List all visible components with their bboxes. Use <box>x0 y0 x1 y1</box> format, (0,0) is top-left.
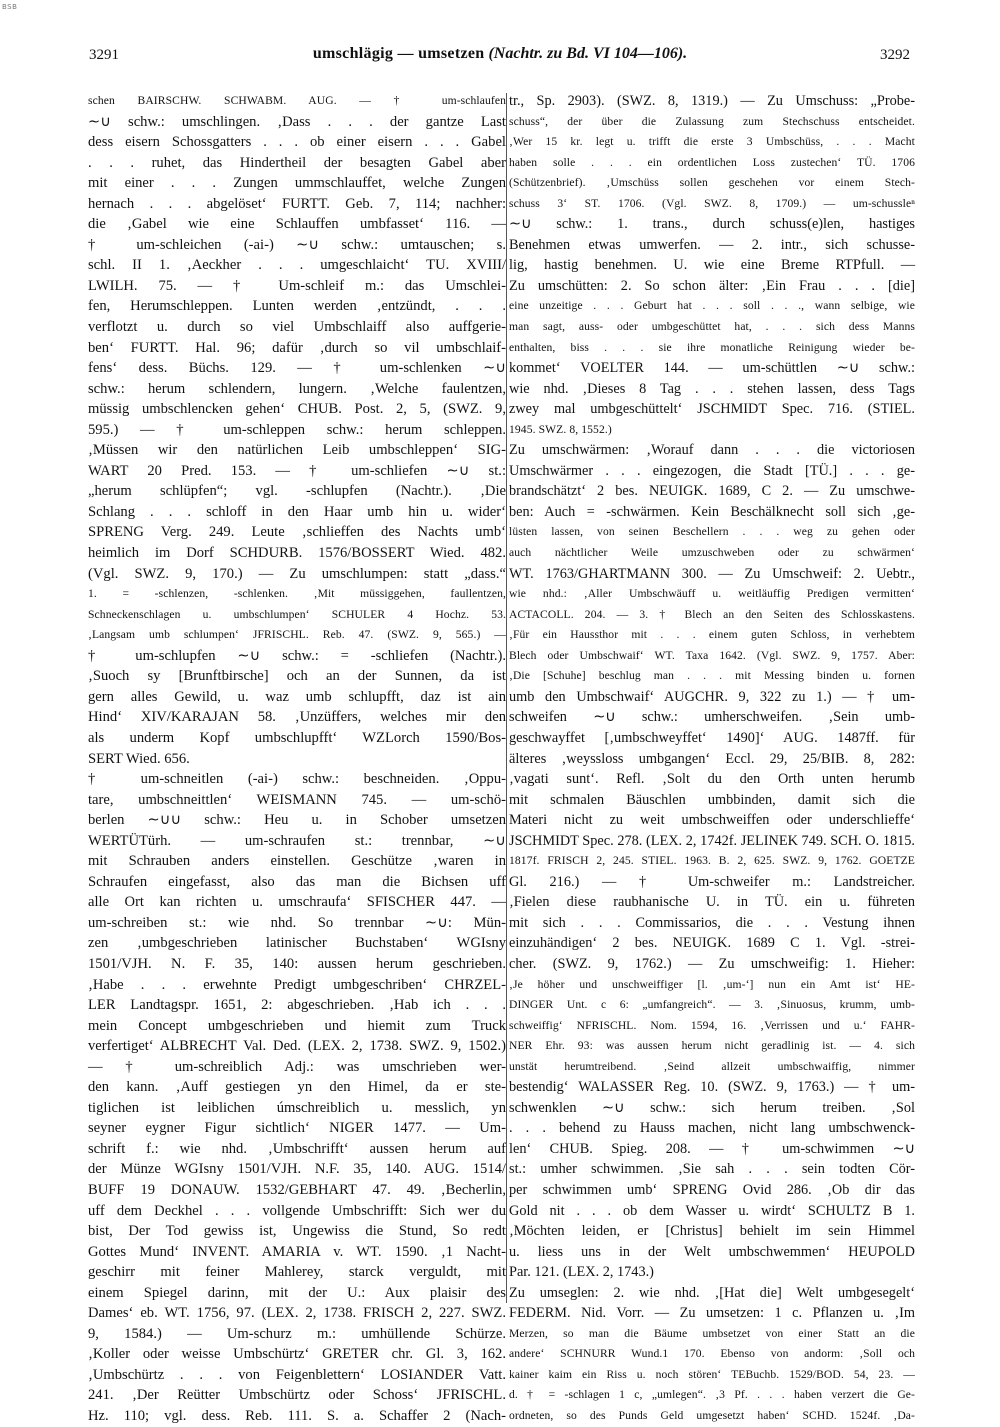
text-line: Par. 121. (LEX. 2, 1743.) <box>509 1264 654 1281</box>
text-line: ‚Suoch sy [Brunftbirsche] och an der Sunnen, da ist <box>88 668 506 685</box>
text-line: uff dem Deckhel . . . vollgende Umbschrifft: Sich wer du <box>88 1202 506 1219</box>
text-line: lig, hastig benehmen. U. wie eine Breme RTPfull. — <box>509 257 915 274</box>
text-line: bist, Der Tod gewiss ist, Ungewiss die Stund, So redt <box>88 1223 506 1240</box>
text-line: . . . behend zu Hauss machen, nicht lang umbschwenck- <box>509 1120 915 1137</box>
text-line: ‚Fielen diese raubhanische U. in TÜ. ein u. führeten <box>509 894 915 911</box>
text-line: † um-schleichen (-ai-) ∼∪ schw.: umtauschen; s. <box>88 236 506 253</box>
text-line: ‚Wer 15 kr. legt u. trifft die erste 3 Umbschüss, . . . Macht <box>509 135 915 149</box>
text-line: WT. 1763/GHARTMANN 300. — Zu Umschweif: 2. Uebtr., <box>509 565 915 582</box>
text-line: len‘ CHUB. Spieg. 208. — † um-schwimmen ∼∪ <box>509 1140 915 1157</box>
text-line: Schneckenschlagen u. umbschlumpen‘ SCHULER 4 Hochz. 53. <box>88 607 506 621</box>
text-line: fen, Herumschleppen. Lunten werden ‚entzündt, . . . <box>88 298 506 315</box>
page-number-right: 3292 <box>880 47 910 63</box>
text-line: andere‘ SCHNURR Wund.1 170. Ebenso von andorm: ‚Soll och <box>509 1347 915 1361</box>
text-line: NER Ehr. 93: was aussen herum nicht geradlinig ist. — 4. sich <box>509 1039 915 1053</box>
text-line: LWILH. 75. — † Um-schleif m.: das Umschlei- <box>88 277 506 294</box>
text-column-left <box>88 91 506 1424</box>
text-line: Zu umschwärmen: ‚Worauf dann . . . die victoriosen <box>509 442 915 459</box>
text-line: Dames‘ eb. WT. 1756, 97. (LEX. 2, 1738. FRISCH 2, 227. SWZ. <box>88 1305 506 1322</box>
text-line: hernach . . . abgelöset‘ FURTT. Geb. 7, 114; nachher: <box>88 195 506 212</box>
text-line: schweiffig‘ NFRISCHL. Nom. 1594, 16. ‚Verrissen und u.‘ FAHR- <box>509 1018 915 1032</box>
text-line: Benehmen etwas umwerfen. — 2. intr., sich schusse- <box>509 236 915 253</box>
text-line: . . . ruhet, das Hindertheil der besagten Gabel aber <box>88 154 506 171</box>
text-line: mit sich . . . Commissarios, die . . . Vestung ihnen <box>509 914 915 931</box>
text-line: † um-schlupfen ∼∪ schw.: = -schliefen (Nachtr.). <box>88 647 506 664</box>
text-line: Schraufen eingefasst, also das man die Bichsen uff <box>88 873 506 890</box>
text-line: ben: Auch = -schwärmen. Kein Beschälknecht soll sich ‚ge- <box>509 503 915 520</box>
text-line: tr., Sp. 2903). (SWZ. 8, 1319.) — Zu Umschuss: „Probe- <box>509 93 915 109</box>
text-line: auch nächtlicher Weile umzuschweben oder zu schwärmen‘ <box>509 546 915 560</box>
text-line: Gl. 216.) — † Um-schweifer m.: Landstreicher. <box>509 873 915 890</box>
text-line: Hz. 110; vgl. dess. Reb. 111. S. a. Schaffer 2 (Nach- <box>88 1408 506 1424</box>
text-line: zen ‚umbgeschrieben latinischer Buchstaben‘ WGIsny <box>88 935 506 952</box>
text-line: lüsten lassen, von seinen Beschellern . . . weg zu gehen oder <box>509 525 915 539</box>
text-line: brandschätzt‘ 2 bes. NEUIGK. 1689, C 2. — Zu umschwe- <box>509 483 915 500</box>
text-line: ‚Koller oder weisse Umbschürtz‘ GRETER chr. Gl. 3, 162. <box>88 1346 506 1363</box>
text-line: fens‘ dess. Büchs. 129. — † um-schlenken ∼∪ <box>88 360 506 377</box>
running-header <box>250 45 750 63</box>
text-line: man sagt, auss- oder umbgeschüttet hat, . . . sich dess Manns <box>509 320 915 334</box>
text-line: Gold nit . . . ob dem Wasser u. wirdt‘ SCHULTZ B 1. <box>509 1202 915 1219</box>
text-line: ACTACOLL. 204. — 3. † Blech an den Seiten des Schlosskastens. <box>509 607 915 621</box>
text-line: ‚Langsam umb schlumpen‘ JFRISCHL. Reb. 47. (SWZ. 9, 565.) — <box>88 628 506 642</box>
text-line: Umschwärmer . . . eingezogen, die Stadt [TÜ.] . . . ge- <box>509 462 915 479</box>
text-line: schl. II 1. ‚Aeckher . . . umgeschlaicht‘ TU. XVIII/ <box>88 257 506 274</box>
text-line: Gottes Mund‘ INVENT. AMARIA v. WT. 1590. ‚1 Nacht- <box>88 1243 506 1260</box>
text-line: JSCHMIDT Spec. 278. (LEX. 2, 1742f. JELINEK 749. SCH. O. 1815. <box>509 832 915 849</box>
text-column-right <box>509 91 915 1422</box>
text-line: mit schmalen Bäuschlen umbbinden, damit sich die <box>509 791 915 808</box>
running-header-reference: (Nachtr. zu Bd. VI 104—106). <box>488 45 688 62</box>
text-line: SPRENG Verg. 249. Leute ‚schlieffen des Nachts umb‘ <box>88 524 506 541</box>
text-line: geschwayffet [‚umbschweyffet‘ 1490]‘ AUG. 1487ff. für <box>509 729 915 746</box>
text-line: Zu umseglen: 2. wie nhd. ‚[Hat die] Welt umbgesegelt‘ <box>509 1284 915 1301</box>
text-line: 1501/VJH. N. F. 35, 140: aussen herum geschrieben. <box>88 955 506 972</box>
text-line: kainer kaim ein Riss u. noch stören‘ TEBuchb. 1529/BOD. 54, 23. — <box>509 1367 915 1381</box>
text-line: älteres ‚weyssloss umbgangen‘ Eccl. 29, 25/BIB. 8, 282: <box>509 750 915 767</box>
text-line: 241. ‚Der Reütter Umbschürtz oder Schoss‘ JFRISCHL. <box>88 1387 506 1404</box>
text-line: verfertiget‘ ALBRECHT Val. Ded. (LEX. 2, 1738. SWZ. 9, 1502.) <box>88 1038 506 1055</box>
text-line: Materi nicht zu weit umbschweiffen oder underschlieffe‘ <box>509 812 915 829</box>
text-line: „herum schlüpfen“; vgl. -schlupfen (Nachtr.). ‚Die <box>88 483 506 500</box>
text-line: cher. (SWZ. 9, 1762.) — Zu umschweifig: 1. Hieher: <box>509 955 915 972</box>
text-line: unstät herumtreibend. ‚Seind allzeit umbschwaiffig, nimmer <box>509 1059 915 1073</box>
text-line: LER Landtagspr. 1651, 2: abgeschrieben. ‚Hab ich . . . <box>88 997 506 1014</box>
text-line: per schwimmen umb‘ SPRENG Ovid 286. ‚Ob dir das <box>509 1181 915 1198</box>
text-line: ‚vagati sunt‘. Refl. ‚Solt du den Orth unten herumb <box>509 771 915 788</box>
text-line: ‚Je höher und unschweiffiger [l. ‚um-‘] nun ein Amt ist‘ HE- <box>509 977 915 991</box>
text-line: berlen ∼∪∪ schw.: Heu u. in Schober umsetzen <box>88 812 506 829</box>
library-watermark: BSB <box>2 3 18 11</box>
text-line: tiglichen ist leiblichen úmschreiblich u. messlich, yn <box>88 1099 506 1116</box>
text-line: einem Spiegel darinn, mit der U.: Aux plaisir des <box>88 1284 506 1301</box>
text-line: geschirr mit feiner Mahlerey, starck verguldt, mit <box>88 1264 506 1281</box>
text-line: Schlang . . . schloff in den Haar umb hin u. wider‘ <box>88 503 506 520</box>
text-line: u. liess uns in der Welt umbschwemmen‘ HEUPOLD <box>509 1243 915 1260</box>
text-line: FEDERM. Nid. Vorr. — Zu umsetzen: 1 c. Pflanzen u. ‚Im <box>509 1305 915 1322</box>
text-line: ‚Die [Schuhe] beschlug man . . . mit Messing binden u. fornen <box>509 669 915 683</box>
text-line: tare, umbschneittlen‘ WEISMANN 745. — um-schö- <box>88 791 506 808</box>
text-line: bestendig‘ WALASSER Reg. 10. (SWZ. 9, 1763.) — † um- <box>509 1079 915 1096</box>
text-line: eine unzeitige . . . Geburt hat . . . soll . . ., wann selbige, wie <box>509 299 915 313</box>
text-line: mein Concept umbgeschrieben und hiemit zum Truck <box>88 1017 506 1034</box>
text-line: schrift f.: wie nhd. ‚Umbschrifft‘ aussen herum auf <box>88 1140 506 1157</box>
text-line: (Schützenbrief). ‚Umschüss sollen geschehen vor einem Stech- <box>509 176 915 190</box>
text-line: DINGER Unt. c 6: „umfangreich“. — 3. ‚Sinuosus, krumm, umb- <box>509 998 915 1012</box>
column-divider <box>506 93 507 1303</box>
text-line: BUFF 19 DONAUW. 1532/GEBHART 47. 49. ‚Becherlin, <box>88 1181 506 1198</box>
text-line: schuss“, der über die Zulassung zum Stechschuss entscheidet. <box>509 114 915 128</box>
text-line: WART 20 Pred. 153. — † um-schliefen ∼∪ st.: <box>88 462 506 479</box>
text-line: 9, 1584.) — Um-schurz m.: umhüllende Schürze. <box>88 1325 506 1342</box>
text-line: einzuhändigen‘ 2 bes. NEUIGK. 1689 C 1. Vgl. -strei- <box>509 935 915 952</box>
text-line: ‚Möchten leiden, er [Christus] behielt im sein Himmel <box>509 1223 915 1240</box>
text-line: den kann. ‚Auff gestiegen yn den Himel, da er ste- <box>88 1079 506 1096</box>
text-line: st.: umher schwimmen. ‚Sie sah . . . sein todten Cör- <box>509 1161 915 1178</box>
text-line: ∼∪ schw.: 1. trans., durch schuss(e)len, hastiges <box>509 216 915 233</box>
text-line: enthalten, biss . . . sie ihre monatliche Reinigung wieder be- <box>509 340 915 354</box>
text-line: 595.) — † um-schleppen schw.: herum schleppen. <box>88 421 506 438</box>
text-line: ordneten, so des Punds Geld umgesetzt haben‘ SCHD. 1524f. ‚Da- <box>509 1409 915 1422</box>
text-line: der Münze WGIsny 1501/VJH. N.F. 35, 140. AUG. 1514/ <box>88 1161 506 1178</box>
text-line: seyner eygner Figur sichtlich‘ NIGER 1477. — Um- <box>88 1120 506 1137</box>
text-line: Hind‘ XIV/KARAJAN 58. ‚Unzüffers, welches mir den <box>88 709 506 726</box>
text-line: Zu umschütten: 2. So schon älter: ‚Ein Frau . . . [die] <box>509 277 915 294</box>
text-line: haben solle . . . ein ordentlichen Loss zustechen‘ TÜ. 1706 <box>509 155 915 169</box>
text-line: Merzen, so man die Bäume umbsetzet von einer Statt an die <box>509 1326 915 1340</box>
text-line: SERT Wied. 656. <box>88 750 190 767</box>
text-line: schw.: herum schlendern, lungern. ‚Welche faulentzen, <box>88 380 506 397</box>
text-line: heimlich im Dorf SCHDURB. 1576/BOSSERT Wied. 482. <box>88 545 506 562</box>
text-line: wie nhd. ‚Dieses 8 Tag . . . stehen lassen, dess Tags <box>509 380 915 397</box>
running-header-headword: umschlägig — umsetzen <box>312 45 485 62</box>
text-line: 1. = -schlenzen, -schlenken. ‚Mit müssiggehen, faullentzen, <box>88 587 506 601</box>
text-line: mit Schrauben anders einstellen. Geschütze ‚waren in <box>88 853 506 870</box>
text-line: um-schreiben st.: wie nhd. So trennbar ∼∪: Mün- <box>88 914 506 931</box>
text-line: ‚Für ein Haussthor mit . . . einem guten Schloss, in verhebtem <box>509 628 915 642</box>
text-line: umb den Umbschwaif‘ AUGCHR. 9, 322 zu 1.) — † um- <box>509 688 915 705</box>
text-line: ∼∪ schw.: umschlingen. ‚Dass . . . der gantze Last <box>88 113 506 130</box>
text-line: als underm Kopf umbschlupfft‘ WZLorch 1590/Bos- <box>88 729 506 746</box>
text-line: — † um-schreiblich Adj.: was umschrieben wer- <box>88 1058 506 1075</box>
text-line: † um-schneitlen (-ai-) schw.: beschneiden. ‚Oppu- <box>88 771 506 788</box>
text-line: (Vgl. SWZ. 9, 170.) — Zu umschlumpen: statt „dass.“ <box>88 565 506 582</box>
page-number-left: 3291 <box>89 47 119 63</box>
text-line: müssig umbschlencken gehen‘ CHUB. Post. 2, 5, (SWZ. 9, <box>88 401 506 418</box>
text-line: 1817f. FRISCH 2, 245. STIEL. 1963. B. 2, 625. SWZ. 9, 1762. GOETZE <box>509 854 915 868</box>
text-line: Blech oder Umbschwaif‘ WT. Taxa 1642. (Vgl. SWZ. 9, 1757. Aber: <box>509 648 915 662</box>
text-line: die ‚Gabel wie eine Schlauffen umbfasset‘ 116. — <box>88 216 506 233</box>
text-line: schuss 3‘ ST. 1706. (Vgl. SWZ. 8, 1709.) — um-schussleⁿ <box>509 196 915 210</box>
text-line: 1945. SWZ. 8, 1552.) <box>509 422 612 436</box>
text-line: alle Ort kan richten u. umschraufa‘ SFISCHER 447. — <box>88 894 506 911</box>
text-line: ben‘ FURTT. Hal. 96; dafür ‚durch so vil umbschlaif- <box>88 339 506 356</box>
text-line: ‚Umbschürtz . . . von Feigenblettern‘ LOSIANDER Vatt. <box>88 1366 506 1383</box>
text-line: WERTÜTürh. — um-schraufen st.: trennbar, ∼∪ <box>88 832 506 849</box>
text-line: schwenklen ∼∪ schw.: sich herum treiben. ‚Sol <box>509 1099 915 1116</box>
text-line: wie nhd.: ‚Aller Umbschwäuff u. weitläuffig Predigen vermitten‘ <box>509 587 915 601</box>
text-line: dess eisern Schossgatters . . . ob einer eisern . . . Gabel <box>88 134 506 151</box>
text-line: schweifen ∼∪ schw.: umherschweifen. ‚Sein umb- <box>509 709 915 726</box>
text-line: ‚Habe . . . erwehnte Predigt umbgeschriben‘ CHRZEL- <box>88 976 506 993</box>
text-line: mit einer . . . Zungen ummschlauffet, welche Zungen <box>88 175 506 192</box>
text-line: zwey mal umbgeschüttelt‘ JSCHMIDT Spec. 716. (STIEL. <box>509 401 915 418</box>
text-line: gern alles Gewild, u. waz umb schlupfft, daz ist ain <box>88 688 506 705</box>
text-line: d. † = -schlagen 1 c, „umlegen“. ‚3 Pf. . . . haben verzert die Ge- <box>509 1388 915 1402</box>
text-line: kommet‘ VOELTER 144. — um-schüttlen ∼∪ schw.: <box>509 360 915 377</box>
text-line: verflotzt u. durch so viel Umbschlaiff also auffgerie- <box>88 319 506 336</box>
text-line: ‚Müssen wir den natürlichen Leib umbschleppen‘ SIG- <box>88 442 506 459</box>
text-line: schen BAIRSCHW. SCHWABM. AUG. — † um-schlaufen <box>88 94 506 107</box>
